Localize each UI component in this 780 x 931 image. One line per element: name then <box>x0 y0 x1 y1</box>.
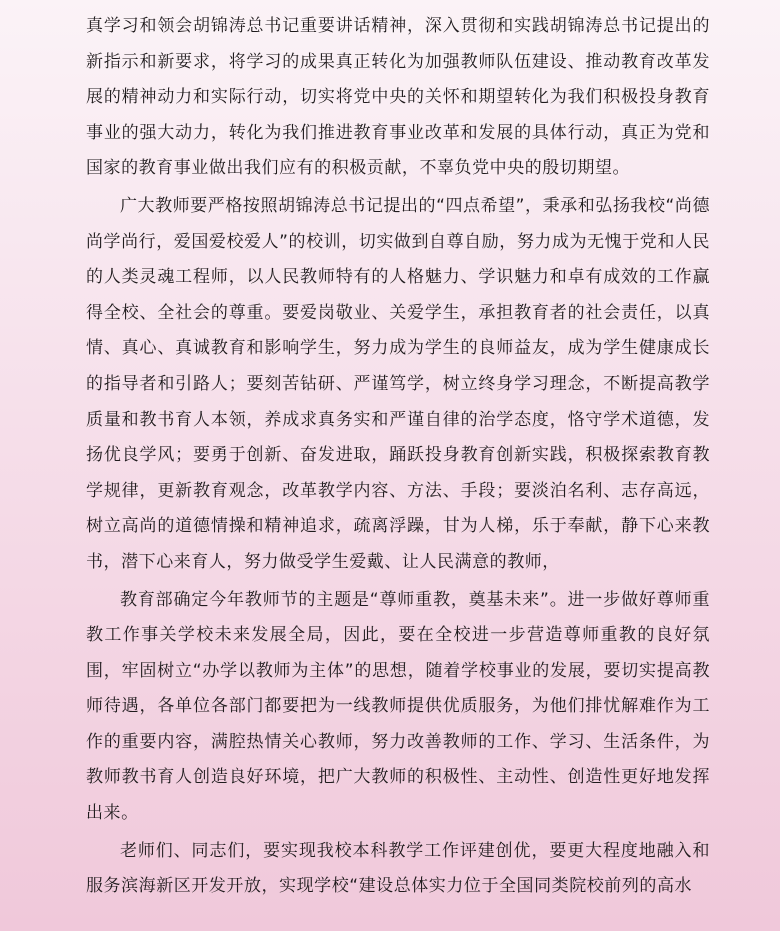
paragraph-2: 广大教师要严格按照胡锦涛总书记提出的“四点希望”，秉承和弘扬我校“尚德尚学尚行，爱国爱校爱人”的校训，切实做到自尊自励，努力成为无愧于党和人民的人类灵魂工程师，以人民教师特有的人格魅力、学识魅力和卓有成效的工作赢得全校、全社会的尊重。要爱岗敬业、关爱学生，承担教育者的社会责任，以真情、真心、真诚教育和影响学生，努力成为学生的良师益友，成为学生健康成长的指导者和引路人；要刻苦钻研、严谨笃学，树立终身学习理念，不断提高教学质量和教书育人本领，养成求真务实和严谨自律的治学态度，恪守学术道德，发扬优良学风；要勇于创新、奋发进取，踊跃投身教育创新实践，积极探索教育教学规律，更新教育观念，改革教学内容、方法、手段；要淡泊名利、志存高远，树立高尚的道德情操和精神追求，疏离浮躁，甘为人梯，乐于奉献，静下心来教书，潜下心来育人，努力做受学生爱戴、让人民满意的教师， <box>86 195 710 572</box>
paragraph-3: 教育部确定今年教师节的主题是“尊师重教，奠基未来”。进一步做好尊师重教工作事关学校未来发展全局，因此，要在全校进一步营造尊师重教的良好氛围，牢固树立“办学以教师为主体”的思想，随着学校事业的发展，要切实提高教师待遇，各单位各部门都要把为一线教师提供优质服务，为他们排忧解难作为工作的重要内容，满腔热情关心教师，努力改善教师的工作、学习、生活条件，为教师教书育人创造良好环境，把广大教师的积极性、主动性、创造性更好地发挥出来。 <box>86 589 710 824</box>
paragraph-4: 老师们、同志们，要实现我校本科教学工作评建创优，要更大程度地融入和服务滨海新区开发开放，实现学校“建设总体实力位于全国同类院校前列的高水 <box>86 840 710 897</box>
paragraph-1: 真学习和领会胡锦涛总书记重要讲话精神，深入贯彻和实践胡锦涛总书记提出的新指示和新要求，将学习的成果真正转化为加强教师队伍建设、推动教育改革发展的精神动力和实际行动，切实将党中央的关怀和期望转化为我们积极投身教育事业的强大动力，转化为我们推进教育事业改革和发展的具体行动，真正为党和国家的教育事业做出我们应有的积极贡献，不辜负党中央的殷切期望。 <box>86 16 710 179</box>
